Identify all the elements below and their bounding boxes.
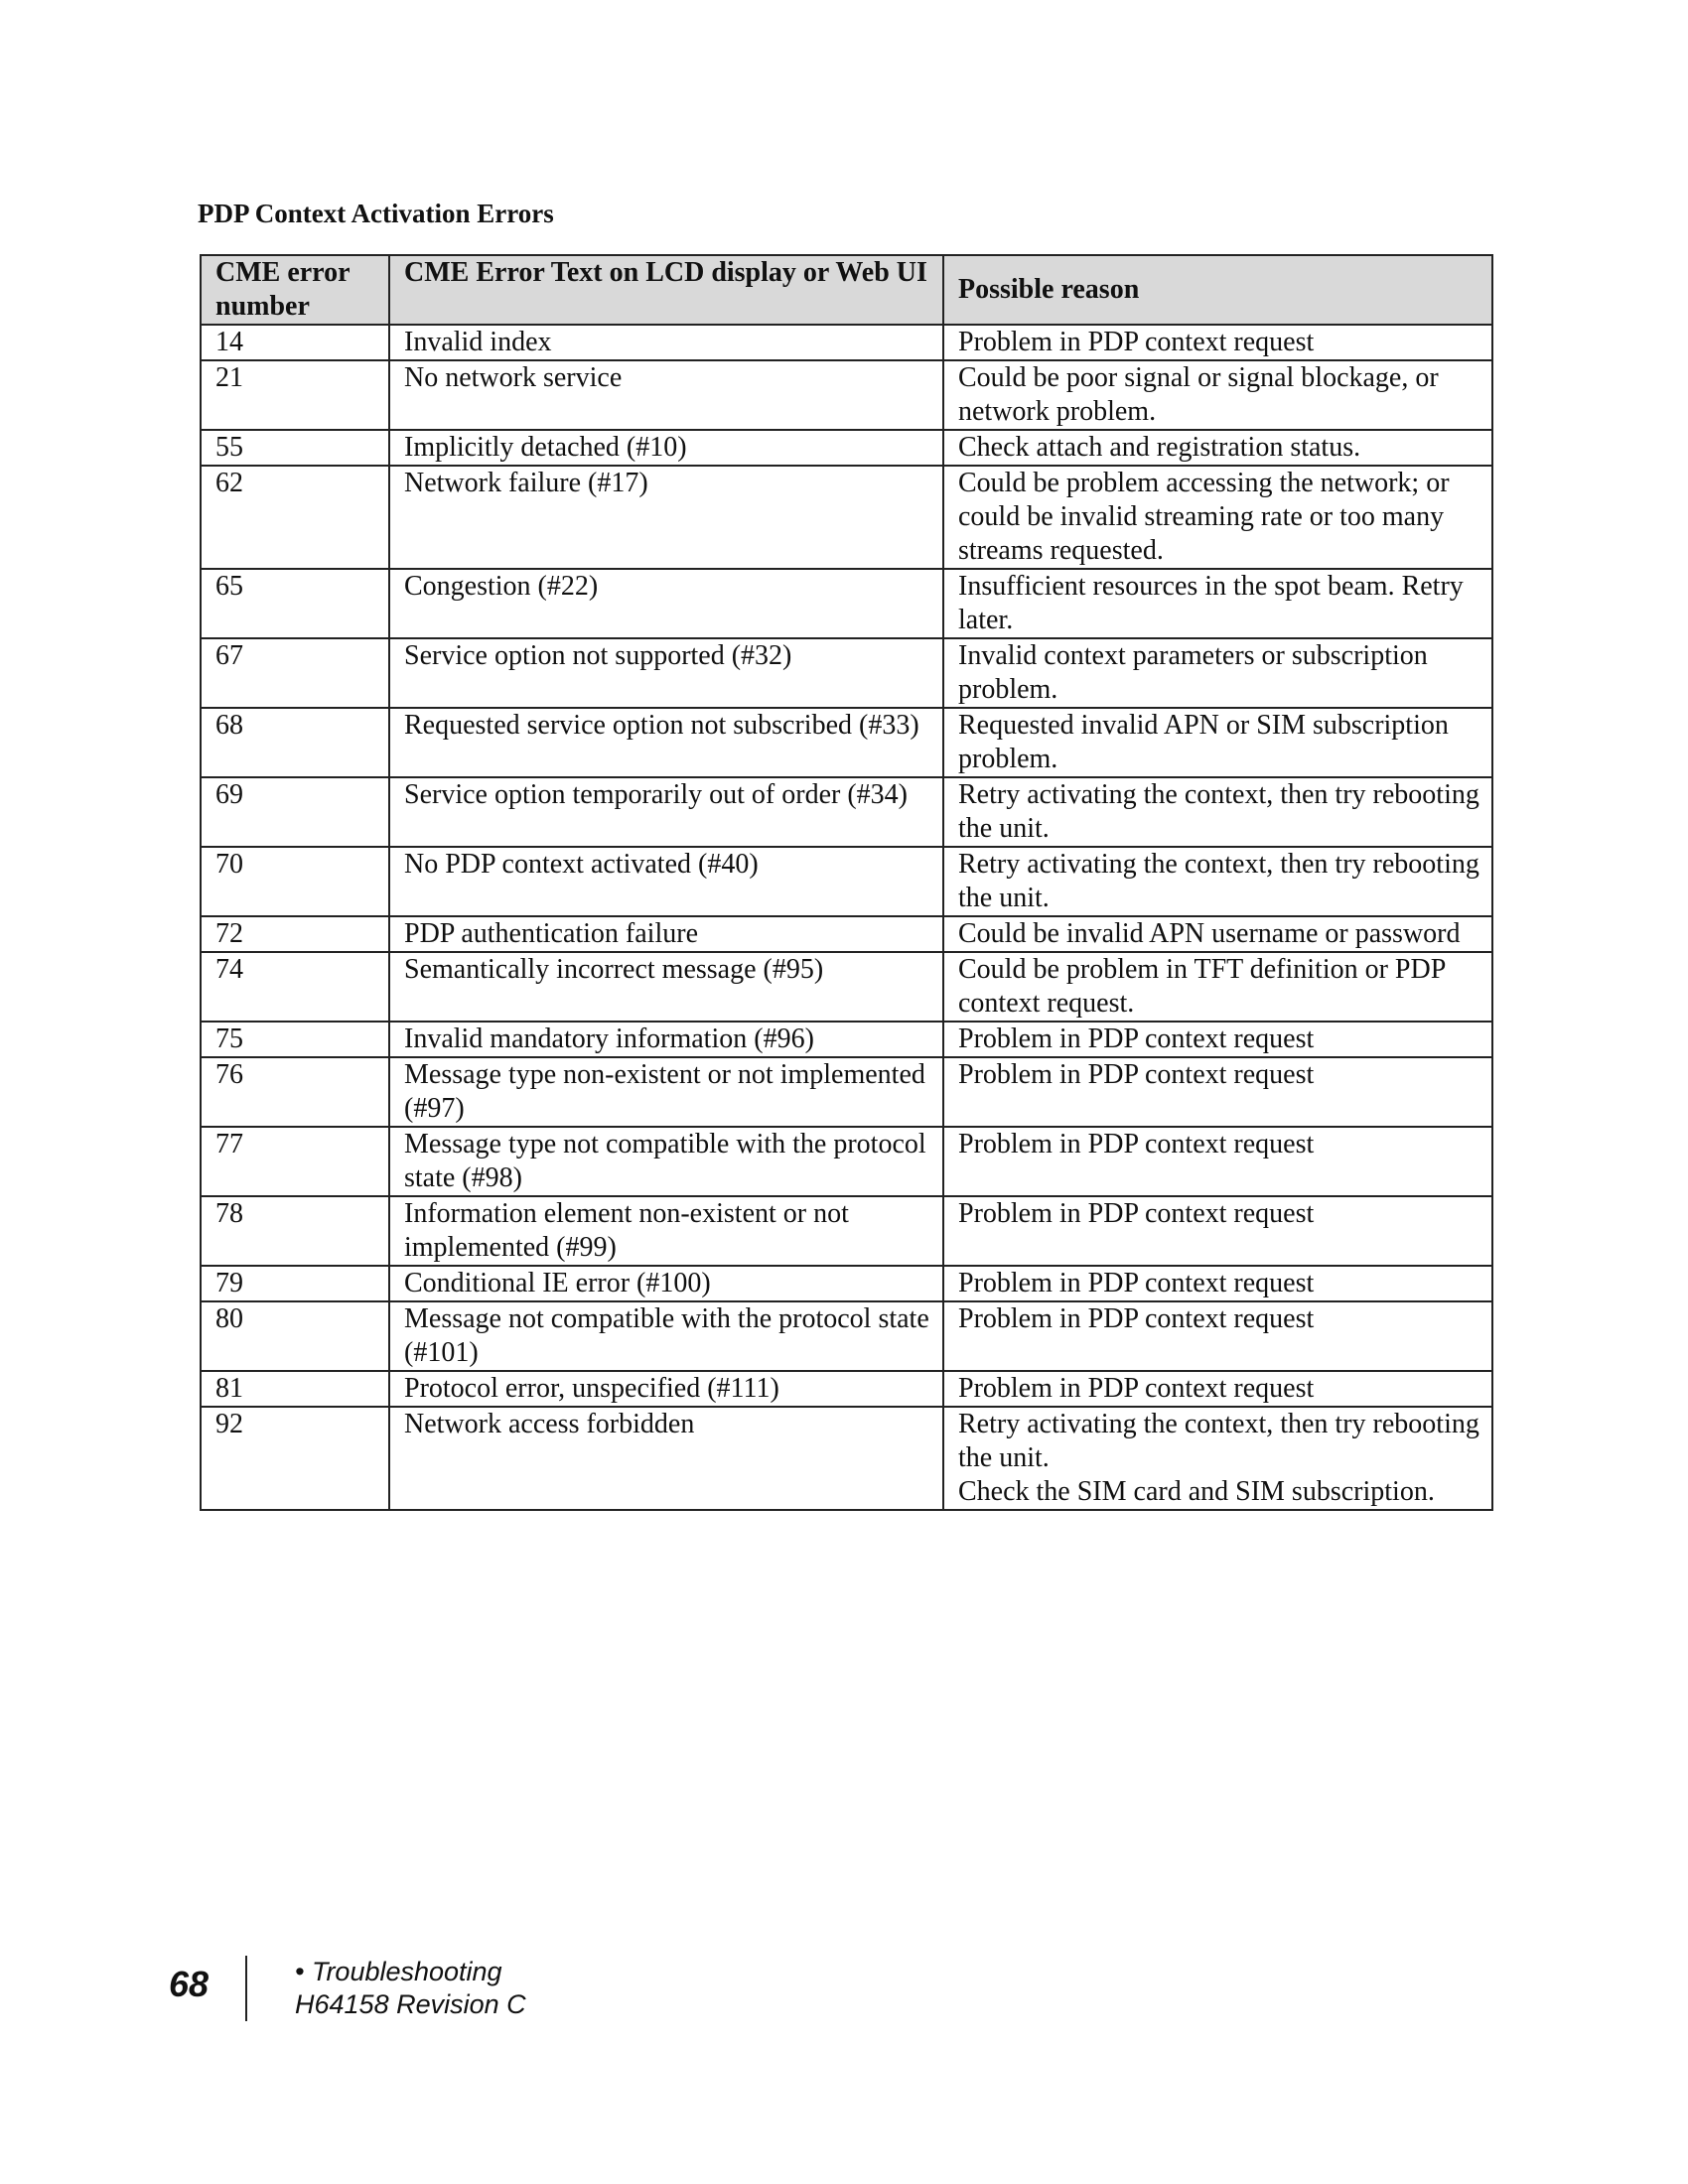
error-number-cell: 55 — [201, 430, 389, 466]
table-row — [201, 708, 1492, 777]
table-row — [201, 1127, 1492, 1196]
table-row — [201, 466, 1492, 569]
error-number-cell: 68 — [201, 708, 389, 777]
footer-revision: H64158 Revision C — [295, 1989, 526, 2019]
possible-reason-text: Requested invalid APN or SIM subscription problem. — [958, 710, 1449, 774]
error-text-cell: Protocol error, unspecified (#111) — [389, 1371, 943, 1407]
possible-reason-cell — [943, 1266, 1492, 1301]
table-row — [201, 1301, 1492, 1371]
table-body — [201, 325, 1492, 1510]
table-row — [201, 1196, 1492, 1266]
possible-reason-cell — [943, 430, 1492, 466]
error-text-cell: Information element non-existent or not implemented (#99) — [389, 1196, 943, 1266]
possible-reason-cell — [943, 325, 1492, 360]
possible-reason-cell — [943, 1196, 1492, 1266]
table-row — [201, 1407, 1492, 1510]
possible-reason-text: Problem in PDP context request — [958, 1303, 1315, 1334]
error-text-cell: Invalid index — [389, 325, 943, 360]
error-number-cell: 80 — [201, 1301, 389, 1371]
error-text-cell: Message type not compatible with the protocol state (#98) — [389, 1127, 943, 1196]
table-row — [201, 847, 1492, 916]
possible-reason-cell — [943, 708, 1492, 777]
error-number-cell: 72 — [201, 916, 389, 952]
possible-reason-text: Problem in PDP context request — [958, 1373, 1315, 1404]
error-text-cell: Network access forbidden — [389, 1407, 943, 1510]
page-title: PDP Context Activation Errors — [198, 199, 554, 228]
error-number-cell: 21 — [201, 360, 389, 430]
possible-reason-cell — [943, 1057, 1492, 1127]
footer-section: • Troubleshooting — [295, 1957, 502, 1986]
table-row — [201, 952, 1492, 1022]
error-number-cell: 76 — [201, 1057, 389, 1127]
footer-text — [295, 1956, 526, 2021]
possible-reason-text: Could be poor signal or signal blockage, or network problem. — [958, 362, 1439, 427]
error-number-cell: 81 — [201, 1371, 389, 1407]
table-row — [201, 325, 1492, 360]
table-row — [201, 430, 1492, 466]
page-footer — [0, 1956, 1688, 2035]
error-text-cell: No PDP context activated (#40) — [389, 847, 943, 916]
error-text-cell: Message type non-existent or not implemented (#97) — [389, 1057, 943, 1127]
error-number-cell: 67 — [201, 638, 389, 708]
possible-reason-text: Problem in PDP context request — [958, 1129, 1315, 1160]
table-header-row — [201, 255, 1492, 325]
possible-reason-text: Check the SIM card and SIM subscription. — [958, 1476, 1435, 1507]
error-text-cell: Requested service option not subscribed (#33) — [389, 708, 943, 777]
error-text-cell: Message not compatible with the protocol state (#101) — [389, 1301, 943, 1371]
possible-reason-text: Could be invalid APN username or password — [958, 918, 1461, 949]
possible-reason-cell — [943, 1022, 1492, 1057]
error-text-cell: Implicitly detached (#10) — [389, 430, 943, 466]
possible-reason-cell — [943, 916, 1492, 952]
possible-reason-text: Invalid context parameters or subscription problem. — [958, 640, 1428, 705]
possible-reason-cell — [943, 1127, 1492, 1196]
error-number-cell: 69 — [201, 777, 389, 847]
possible-reason-text: Retry activating the context, then try rebooting the unit. — [958, 849, 1479, 913]
possible-reason-cell — [943, 569, 1492, 638]
error-text-cell: Congestion (#22) — [389, 569, 943, 638]
possible-reason-text: Problem in PDP context request — [958, 1059, 1315, 1090]
error-number-cell: 62 — [201, 466, 389, 569]
possible-reason-text: Problem in PDP context request — [958, 1198, 1315, 1229]
error-text-cell: Semantically incorrect message (#95) — [389, 952, 943, 1022]
error-text-cell: Conditional IE error (#100) — [389, 1266, 943, 1301]
possible-reason-cell — [943, 360, 1492, 430]
table-row — [201, 1022, 1492, 1057]
error-number-cell: 14 — [201, 325, 389, 360]
error-text-cell: Network failure (#17) — [389, 466, 943, 569]
table-row — [201, 360, 1492, 430]
page-number: 68 — [169, 1964, 210, 2004]
possible-reason-cell — [943, 466, 1492, 569]
error-table — [200, 254, 1493, 1511]
error-text-cell: Service option temporarily out of order (#34) — [389, 777, 943, 847]
error-number-cell: 74 — [201, 952, 389, 1022]
possible-reason-text: Problem in PDP context request — [958, 327, 1315, 357]
error-number-cell: 77 — [201, 1127, 389, 1196]
error-number-cell: 75 — [201, 1022, 389, 1057]
table-row — [201, 638, 1492, 708]
header-error-number: CME error number — [201, 255, 389, 325]
table-row — [201, 916, 1492, 952]
possible-reason-text: Problem in PDP context request — [958, 1024, 1315, 1054]
error-number-cell: 92 — [201, 1407, 389, 1510]
table-row — [201, 1371, 1492, 1407]
header-possible-reason: Possible reason — [943, 255, 1492, 325]
error-number-cell: 78 — [201, 1196, 389, 1266]
footer-divider — [245, 1956, 247, 2021]
possible-reason-cell — [943, 777, 1492, 847]
possible-reason-text: Could be problem accessing the network; or could be invalid streaming rate or too many streams requested. — [958, 468, 1450, 566]
table-row — [201, 777, 1492, 847]
possible-reason-cell — [943, 952, 1492, 1022]
table-row — [201, 1057, 1492, 1127]
table-row — [201, 569, 1492, 638]
possible-reason-text: Check attach and registration status. — [958, 432, 1361, 463]
possible-reason-cell — [943, 638, 1492, 708]
possible-reason-text: Could be problem in TFT definition or PDP context request. — [958, 954, 1446, 1019]
possible-reason-text: Retry activating the context, then try rebooting the unit. — [958, 1409, 1479, 1473]
possible-reason-text: Insufficient resources in the spot beam. Retry later. — [958, 571, 1464, 635]
possible-reason-text: Problem in PDP context request — [958, 1268, 1315, 1298]
possible-reason-text: Retry activating the context, then try rebooting the unit. — [958, 779, 1479, 844]
possible-reason-cell — [943, 1301, 1492, 1371]
possible-reason-cell — [943, 1407, 1492, 1510]
error-number-cell: 65 — [201, 569, 389, 638]
error-number-cell: 79 — [201, 1266, 389, 1301]
error-text-cell: Service option not supported (#32) — [389, 638, 943, 708]
error-text-cell: Invalid mandatory information (#96) — [389, 1022, 943, 1057]
header-error-text: CME Error Text on LCD display or Web UI — [389, 255, 943, 325]
possible-reason-cell — [943, 1371, 1492, 1407]
possible-reason-cell — [943, 847, 1492, 916]
error-text-cell: PDP authentication failure — [389, 916, 943, 952]
table-row — [201, 1266, 1492, 1301]
error-text-cell: No network service — [389, 360, 943, 430]
error-number-cell: 70 — [201, 847, 389, 916]
